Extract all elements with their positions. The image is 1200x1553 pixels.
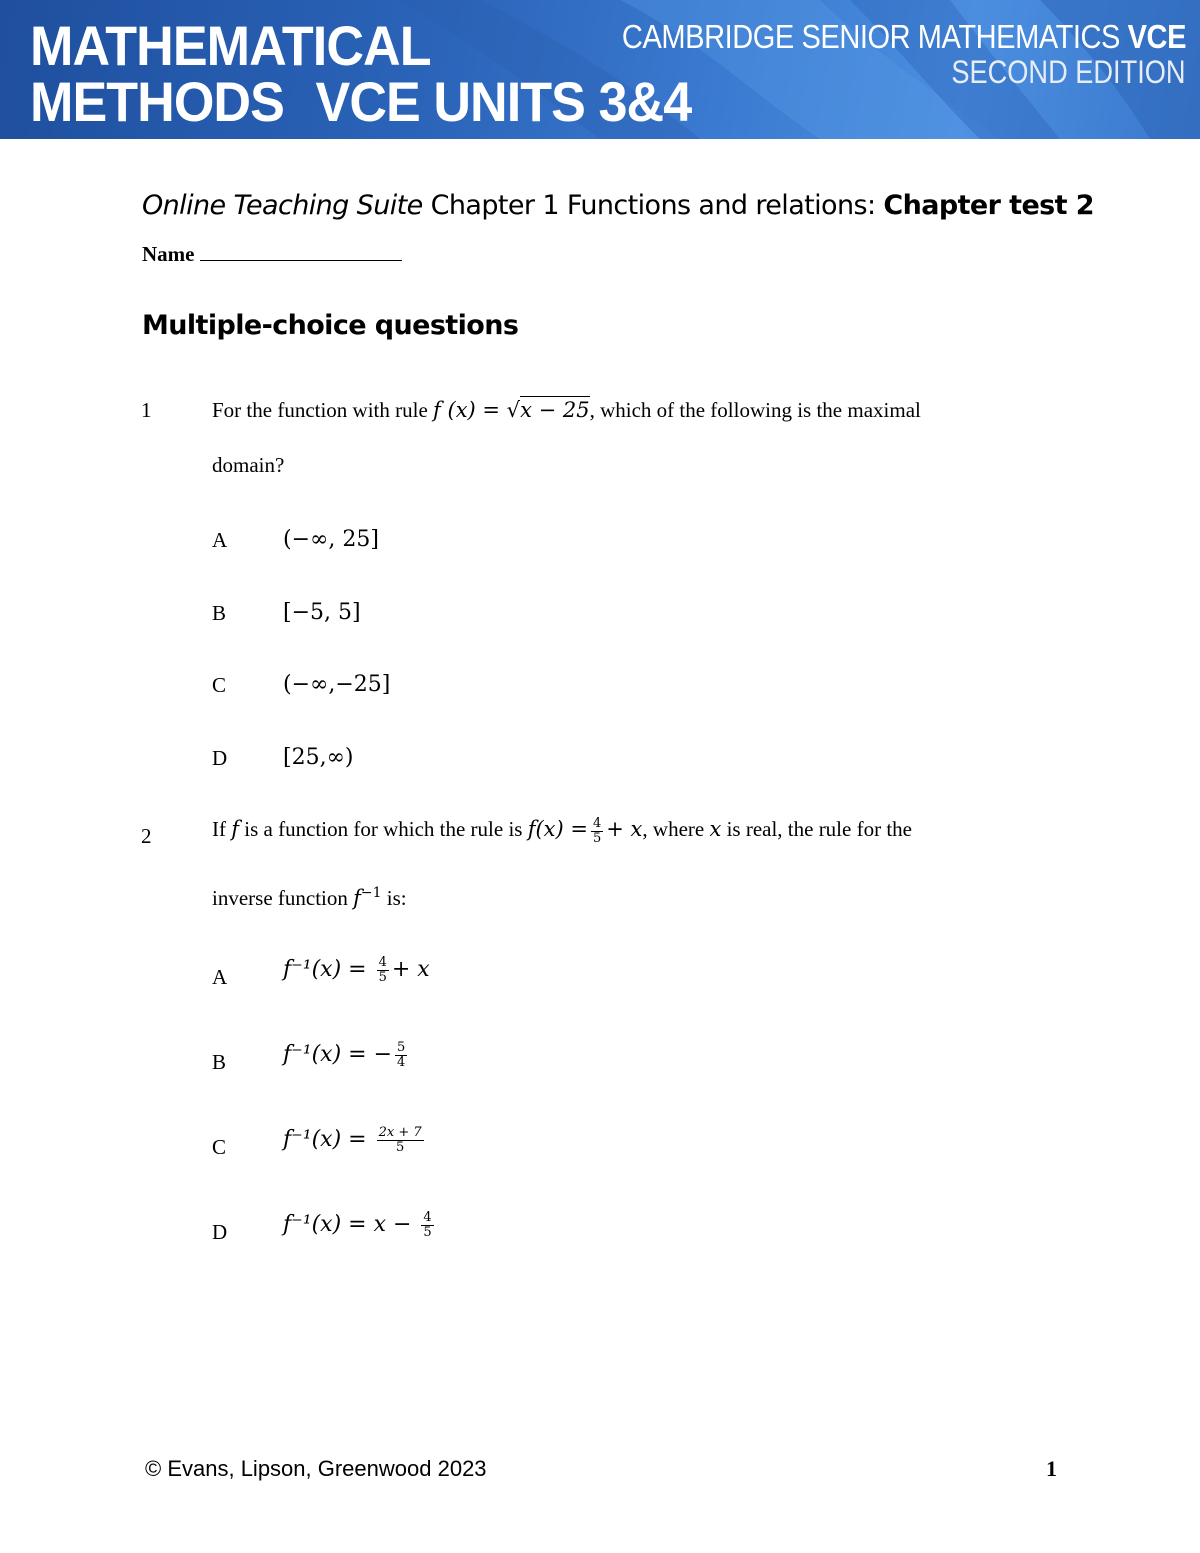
q2-option-d-denominator: 5	[423, 1224, 432, 1240]
q2-option-a-fraction	[377, 956, 389, 984]
q2-finv: f	[353, 886, 361, 910]
banner-title-line1: MATHEMATICAL	[30, 14, 431, 77]
q2-option-b-fraction	[395, 1041, 407, 1069]
name-field	[142, 241, 402, 267]
q2-option-c-lhs: f⁻¹(x) =	[283, 1127, 374, 1153]
q2-option-b	[283, 1041, 410, 1069]
q2-text-b: is a function for which the rule is	[244, 817, 523, 841]
name-blank-line	[200, 241, 402, 261]
header-banner	[0, 0, 1200, 139]
footer-page-number: 1	[1046, 1456, 1057, 1481]
q2-x: x	[709, 817, 722, 841]
q1-option-d: [25,∞)	[283, 745, 354, 770]
q1-fx: f (x) =	[433, 398, 507, 422]
question-2-line1	[212, 817, 912, 845]
q1-option-c-letter: C	[212, 673, 227, 697]
q2-option-a-lhs: f⁻¹(x) =	[283, 957, 374, 983]
banner-title-methods: METHODS	[30, 70, 284, 133]
q2-plus-x: + x	[606, 817, 643, 841]
q2-option-a-denominator: 5	[378, 969, 387, 985]
name-label: Name	[142, 242, 195, 266]
heading-chapter: Chapter 1 Functions and relations:	[430, 190, 876, 221]
series-name-vce: VCE	[1127, 18, 1186, 55]
q2-option-a	[283, 956, 430, 984]
q2-line2-is: is:	[386, 886, 407, 910]
q2-option-b-numerator: 5	[397, 1040, 406, 1055]
q2-option-d-numerator: 4	[423, 1210, 432, 1225]
banner-title-units: VCE UNITS 3&4	[315, 70, 692, 133]
series-name-main: CAMBRIDGE SENIOR MATHEMATICS	[621, 18, 1120, 55]
series-name	[622, 18, 1186, 56]
q2-option-b-letter: B	[212, 1050, 227, 1074]
q2-option-c-numerator: 2x + 7	[378, 1125, 422, 1140]
footer-copyright: © Evans, Lipson, Greenwood 2023	[145, 1456, 487, 1481]
question-1-line2: domain?	[212, 453, 285, 477]
q1-option-d-letter: D	[212, 746, 228, 770]
banner-title-line2	[30, 70, 692, 133]
q1-text-pre: For the function with rule	[212, 398, 428, 422]
q2-fraction-numerator: 4	[593, 816, 602, 832]
question-2-number: 2	[141, 824, 152, 848]
q2-option-c-fraction	[377, 1126, 424, 1154]
q2-text-a: If	[212, 817, 226, 841]
q1-option-a: (−∞, 25]	[283, 527, 379, 552]
q2-option-d-letter: D	[212, 1220, 228, 1244]
q2-option-d-fraction	[421, 1211, 433, 1239]
q2-fraction-denominator: 5	[593, 830, 602, 846]
q2-line2-text: inverse function	[212, 886, 348, 910]
q2-option-a-numerator: 4	[378, 955, 387, 970]
q1-option-b: [−5, 5]	[283, 600, 361, 625]
q2-finv-superscript: −1	[360, 885, 382, 901]
heading-suite: Online Teaching Suite	[142, 190, 423, 221]
section-title: Multiple-choice questions	[142, 310, 519, 341]
question-1-number: 1	[141, 398, 152, 422]
q2-fx: f(x) =	[527, 817, 588, 841]
q1-radicand: x − 25	[520, 398, 590, 422]
q2-option-a-letter: A	[212, 965, 228, 989]
q2-f: f	[231, 817, 240, 841]
heading-test: Chapter test 2	[883, 190, 1094, 221]
q2-option-d-lhs: f⁻¹(x) = x −	[283, 1212, 419, 1238]
q2-option-b-lhs: f⁻¹(x) = −	[283, 1042, 393, 1068]
q2-option-c-denominator: 5	[395, 1139, 405, 1155]
q2-option-b-denominator: 4	[397, 1054, 406, 1070]
q2-option-a-rhs: + x	[391, 957, 430, 983]
q2-fraction	[591, 817, 603, 845]
edition-label: SECOND EDITION	[951, 54, 1186, 90]
question-2-line2	[212, 885, 407, 911]
q1-sqrt-sign: √	[506, 398, 521, 422]
q1-option-b-letter: B	[212, 601, 227, 625]
question-1-line1	[212, 398, 921, 423]
q2-option-d	[283, 1211, 437, 1239]
document-heading	[142, 190, 1094, 221]
q1-text-post: , which of the following is the maximal	[589, 398, 921, 422]
q1-option-a-letter: A	[212, 528, 228, 552]
q1-option-c: (−∞,−25]	[283, 672, 391, 697]
q2-option-c	[283, 1126, 427, 1154]
q2-text-d: , where	[642, 817, 705, 841]
q2-option-c-letter: C	[212, 1135, 227, 1159]
q2-text-e: is real, the rule for the	[726, 817, 912, 841]
